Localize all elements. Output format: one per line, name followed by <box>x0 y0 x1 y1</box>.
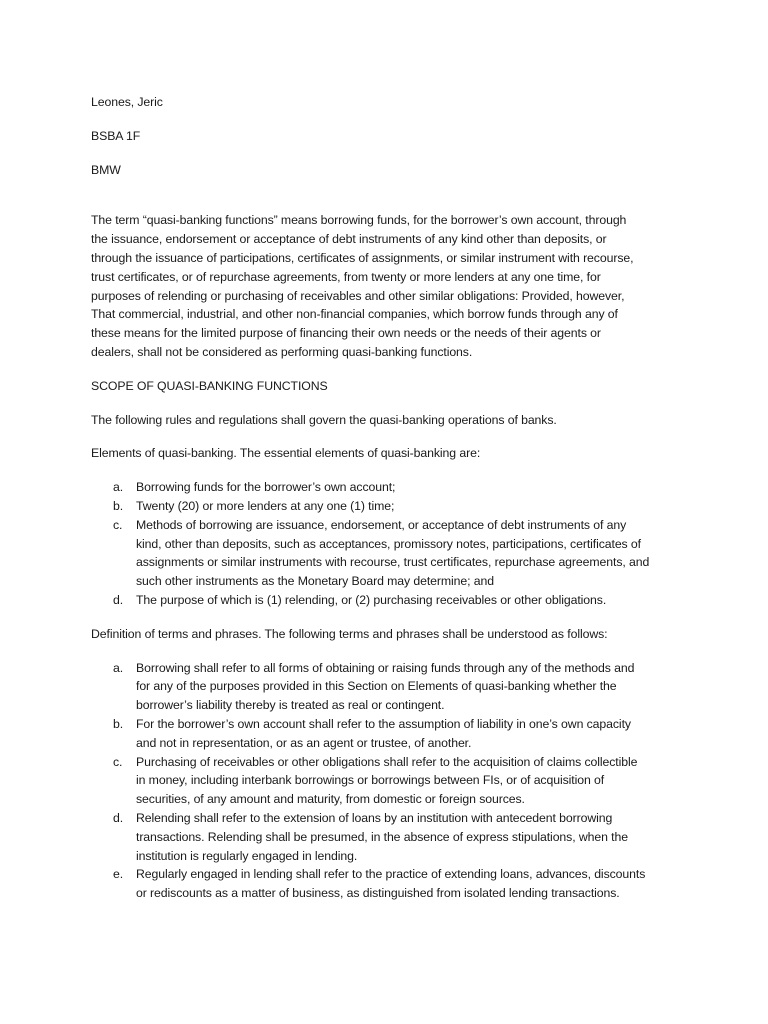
subject-code: BMW <box>91 162 121 177</box>
list-marker: e. <box>113 867 124 882</box>
list-item-text: for any of the purposes provided in this Section on Elements of quasi-banking whether the <box>136 679 617 694</box>
list-item-text: Purchasing of receivables or other obligations shall refer to the acquisition of claims collectible <box>136 754 638 769</box>
list-marker: d. <box>113 592 124 607</box>
list-marker: b. <box>113 498 124 513</box>
elements-intro: Elements of quasi-banking. The essential elements of quasi-banking are: <box>91 446 481 461</box>
list-item <box>91 715 687 753</box>
list-item-text: or rediscounts as a matter of business, as distinguished from isolated lending transactions. <box>136 886 620 901</box>
list-item <box>91 809 687 865</box>
intro-line: The term “quasi-banking functions” means borrowing funds, for the borrower’s own account, through <box>91 213 627 228</box>
intro-line: the issuance, endorsement or acceptance of debt instruments of any kind other than deposits, or <box>91 232 607 247</box>
list-item <box>91 516 687 591</box>
list-item-text: institution is regularly engaged in lending. <box>136 848 358 863</box>
list-item <box>91 478 687 497</box>
list-marker: a. <box>113 660 124 675</box>
intro-line: these means for the limited purpose of financing their own needs or the needs of their agents or <box>91 326 601 341</box>
list-item <box>91 497 687 516</box>
intro-line: dealers, shall not be considered as performing quasi-banking functions. <box>91 344 473 359</box>
list-item-text: and not in representation, or as an agent or trustee, of another. <box>136 735 472 750</box>
intro-paragraph <box>91 211 687 361</box>
list-item-text: The purpose of which is (1) relending, or (2) purchasing receivables or other obligations. <box>136 592 607 607</box>
list-item-text: in money, including interbank borrowings or borrowings between FIs, or of acquisition of <box>136 773 605 788</box>
list-item-text: Relending shall refer to the extension of loans by an institution with antecedent borrowing <box>136 810 613 825</box>
list-marker: b. <box>113 716 124 731</box>
list-marker: a. <box>113 480 124 495</box>
list-item-text: Methods of borrowing are issuance, endorsement, or acceptance of debt instruments of any <box>136 517 627 532</box>
intro-line: purposes of relending or purchasing of receivables and other similar obligations: Provided, however, <box>91 288 625 303</box>
intro-line: That commercial, industrial, and other non-financial companies, which borrow funds through any of <box>91 307 618 322</box>
list-item-text: Regularly engaged in lending shall refer to the practice of extending loans, advances, discounts <box>136 867 646 882</box>
list-item <box>91 591 687 610</box>
list-item-text: Twenty (20) or more lenders at any one (1) time; <box>136 498 395 513</box>
list-item <box>91 659 687 715</box>
elements-list <box>91 478 687 610</box>
rules-sentence: The following rules and regulations shall govern the quasi-banking operations of banks. <box>91 412 557 427</box>
list-item-text: such other instruments as the Monetary Board may determine; and <box>136 574 495 589</box>
list-item <box>91 865 687 903</box>
definitions-intro: Definition of terms and phrases. The following terms and phrases shall be understood as follows: <box>91 626 608 641</box>
list-item-text: For the borrower’s own account shall refer to the assumption of liability in one’s own capacity <box>136 716 631 731</box>
list-item <box>91 753 687 809</box>
list-item-text: Borrowing shall refer to all forms of obtaining or raising funds through any of the methods and <box>136 660 635 675</box>
list-item-text: assignments or similar instruments with recourse, trust certificates, repurchase agreements, and <box>136 555 650 570</box>
list-item-text: transactions. Relending shall be presumed, in the absence of express stipulations, when the <box>136 829 628 844</box>
student-name: Leones, Jeric <box>91 95 163 109</box>
list-marker: d. <box>113 810 124 825</box>
student-section: BSBA 1F <box>91 128 141 143</box>
scope-heading: SCOPE OF QUASI-BANKING FUNCTIONS <box>91 378 328 393</box>
document-body <box>91 93 687 918</box>
intro-line: through the issuance of participations, certificates of assignments, or similar instrument with recourse, <box>91 250 634 265</box>
list-item-text: borrower’s liability thereby is treated as real or contingent. <box>136 698 445 713</box>
intro-line: trust certificates, or of repurchase agreements, from twenty or more lenders at any one time, for <box>91 269 601 284</box>
list-marker: c. <box>113 754 123 769</box>
list-item-text: Borrowing funds for the borrower’s own account; <box>136 480 396 495</box>
definitions-list <box>91 659 687 903</box>
list-item-text: securities, of any amount and maturity, from domestic or foreign sources. <box>136 792 525 807</box>
list-item-text: kind, other than deposits, such as acceptances, promissory notes, participations, certificates of <box>136 536 641 551</box>
list-marker: c. <box>113 517 123 532</box>
